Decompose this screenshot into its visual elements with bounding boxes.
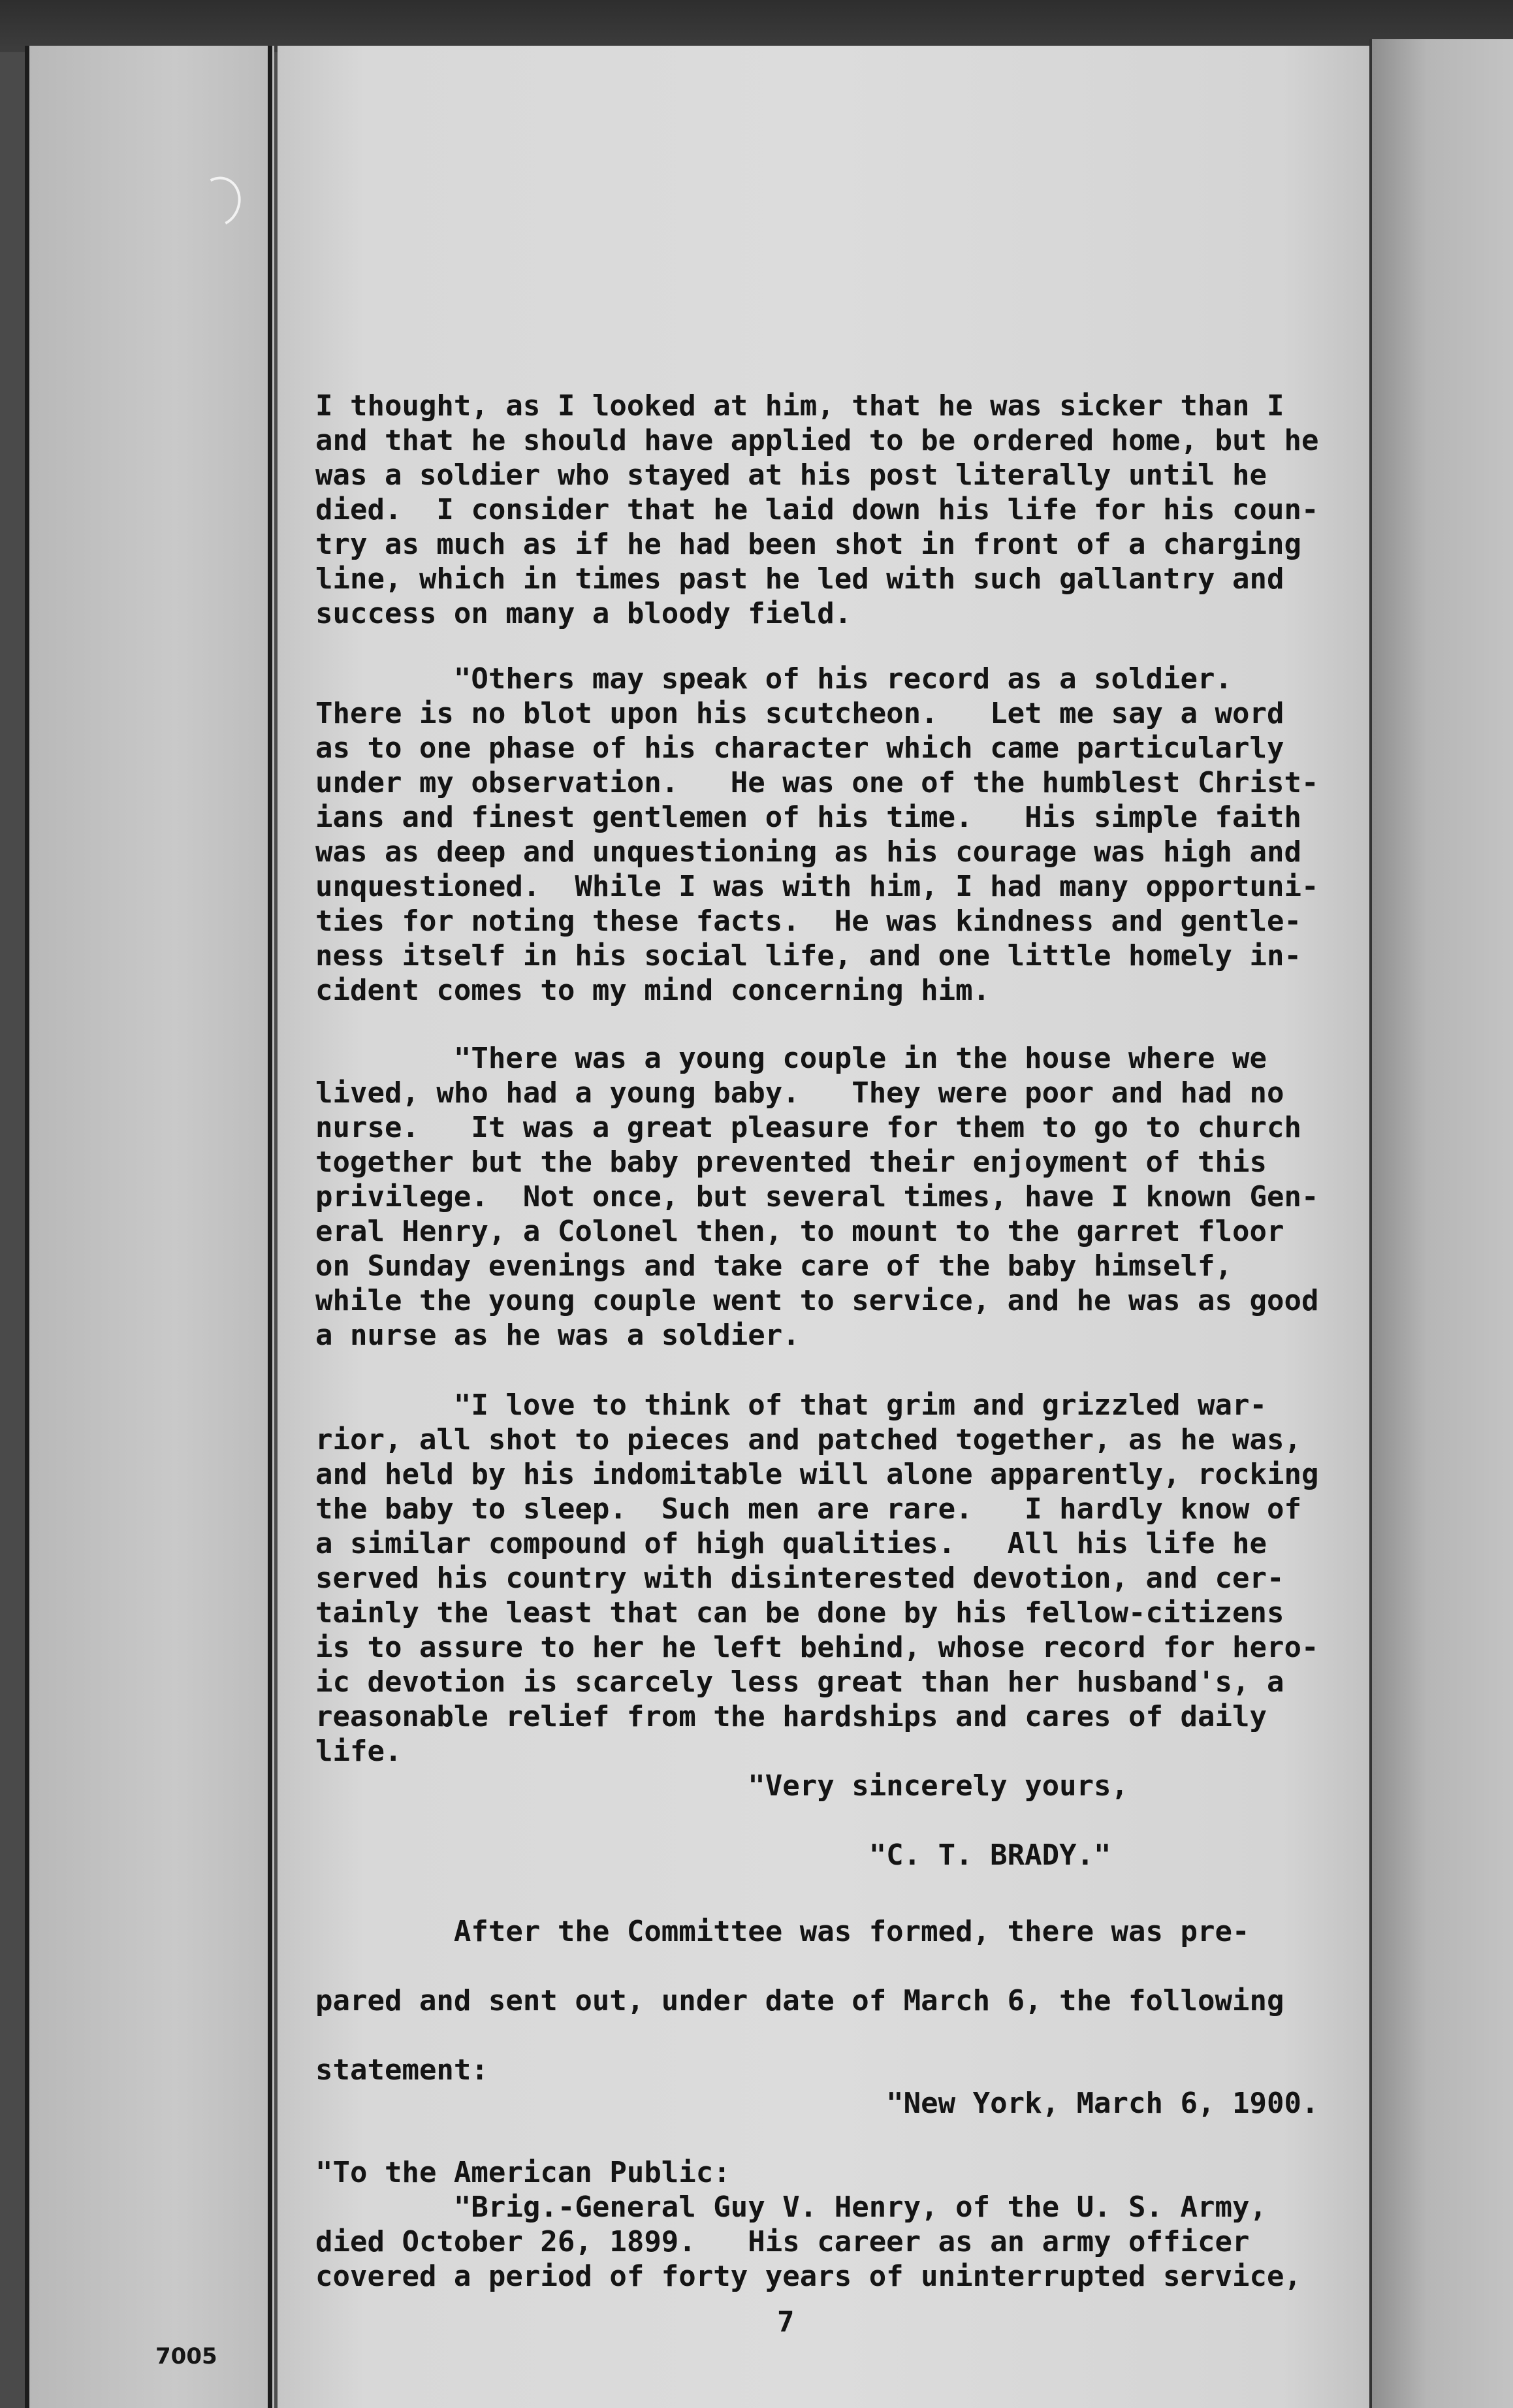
paragraph-american-public: "New York, March 6, 1900. "To the American Public: "Brig.-General Guy V. Henry, of the U. S. Army, died October 26, 1899. His career as an army officer covered a period of forty years of uninterrupted service,: [315, 2087, 1319, 2293]
right-backing-sheet: [1369, 39, 1513, 2408]
page-right-edge: [1369, 39, 1372, 2408]
paragraph-committee-formed: After the Committee was formed, there was pre- pared and sent out, under date of March 6, the following statement:: [315, 1915, 1284, 2087]
paragraph-young-couple: "There was a young couple in the house where we lived, who had a young baby. They were poor and had no nurse. It was a great pleasure for them to go to church together but the baby prevented their enjoyment of this privilege. Not once, but several times, have I known Gen- eral Henry, a Colonel then, to mount to the garret floor on Sunday evenings and take care of the baby himself, while the young couple went to service, and he was as good a nurse as he was a soldier.: [315, 1042, 1319, 1352]
scan-top-shadow: [0, 0, 1513, 52]
backing-sheet: [26, 46, 274, 2408]
paragraph-others-may-speak: "Others may speak of his record as a soldier. There is no blot upon his scutcheon. Let me say a word as to one phase of his character which came particularly under my observation. He was one of the humblest Christ- ians and finest gentlemen of his time. His simple faith was as deep and unquestioning as his courage was high and unquestioned. While I was with him, I had many opportuni- ties for noting these facts. He was kindness and gentle- ness itself in his social life, and one little homely in- cident comes to my mind concerning him.: [315, 662, 1319, 1007]
archive-stamp-number: 7005: [155, 2343, 217, 2369]
paragraph-sicker-than-i: I thought, as I looked at him, that he was sicker than I and that he should have applied to be ordered home, but he was a soldier who stayed at his post literally until he died. I consider that he laid down his life for his coun- try as much as if he had been shot in front of a charging line, which in times past he led with such gallantry and success on many a bloody field.: [315, 389, 1319, 630]
page-number: 7: [777, 2305, 795, 2339]
page-left-border-line: [268, 46, 272, 2408]
left-border-line: [25, 46, 29, 2408]
paragraph-grim-warrior: "I love to think of that grim and grizzled war- rior, all shot to pieces and patched together, as he was, and held by his indomitable will alone apparently, rocking the baby to sleep. Such men are rare. I hardly know of a similar compound of high qualities. All his life he served his country with disinterested devotion, and cer- tainly the least that can be done by his fellow-citizens is to assure to her he left behind, whose record for hero- ic devotion is scarcely less great than her husband's, a reasonable relief from the hardships and cares of daily life. "Very sincerely yours, "C. T. BRADY.": [315, 1389, 1319, 1872]
